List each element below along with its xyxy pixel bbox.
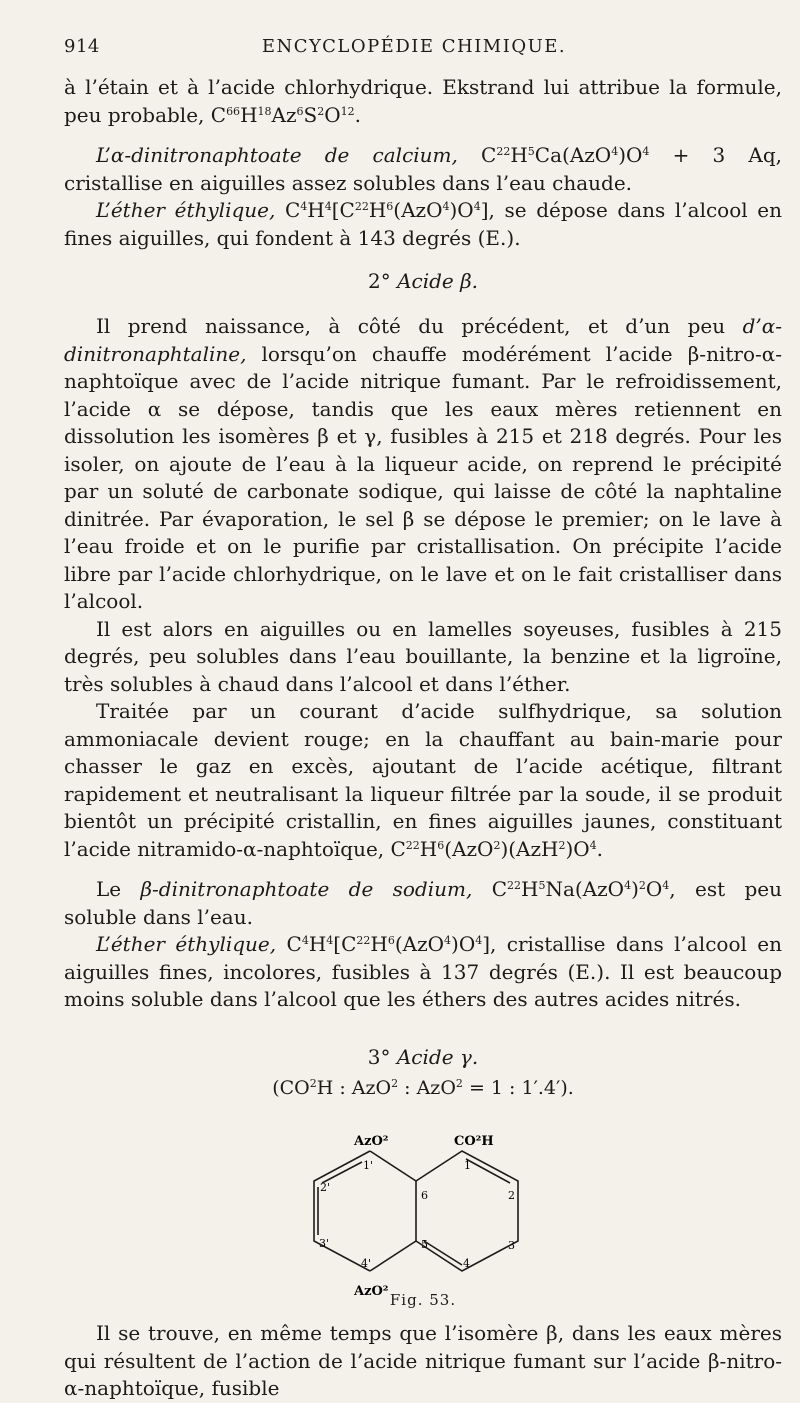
position-4: 4 [463, 1256, 470, 1270]
naphthalene-diagram [64, 1107, 782, 1299]
section-heading-acide-beta: 2° Acide β. [367, 269, 479, 293]
position-2prime: 2' [320, 1180, 331, 1194]
naphthalene-structure-svg [64, 1107, 782, 1299]
label-co2h: CO²H [454, 1133, 494, 1149]
paragraph-preparation-beta: Il prend naissance, à côté du précédent, et d’un peu d’α-dinitronaphtaline, lorsqu’on chauffe modérément l’acide β-nitro-α-naphtoïque avec de l’acide nitrique fumant. Par le refroidissement, l’acide α se dépose, tandis que les eaux mères retiennent en dissolution les isomères β et γ, fusibles à 215 et 218 degrés. Pour les isoler, on ajoute de l’eau à la liqueur acide, on reprend le précipité par un soluté de carbonate sodique, qui laisse de côté la naphtaline dinitrée. Par évaporation, le sel β se dépose le premier; on le lave à l’eau froide et on le purifie par cristallisation. On précipite l’acide libre par l’acide chlorhydrique, on le lave et on le fait cristalliser dans l’alcool. [64, 314, 782, 613]
figure-caption: Fig. 53. [389, 1290, 457, 1309]
position-1prime: 1' [363, 1158, 374, 1172]
paragraph-sodium-salt: Le β-dinitronaphtoate de sodium, $C^{22}H^5Na(AzO^4)^2O^4$, est peu soluble dans l’eau. [64, 877, 782, 929]
page-number: 914 [64, 36, 100, 57]
paragraph-ekstrand: à l’étain et à l’acide chlorhydrique. Ekstrand lui attribue la formule, peu probable, $C^{66}H^{18}Az^6S^2O^{12}$. [64, 75, 782, 127]
position-6: 6 [421, 1188, 428, 1202]
label-azo2-top: AzO² [354, 1133, 389, 1149]
paragraph-nitramido: Traitée par un courant d’acide sulfhydrique, sa solution ammoniacale devient rouge; en la chauffant au bain-marie pour chasser le gaz en excès, ajoutant de l’acide acétique, filtrant rapidement et neutralisant la liqueur filtrée par la soude, il se produit bientôt un précipité cristallin, en fines aiguilles jaunes, constituant l’acide nitramido-α-naphtoïque, $C^{22}H^6(AzO^2)(AzH^2)O^4$. [64, 699, 782, 861]
junction-bottom-left [370, 1241, 416, 1271]
position-4prime: 4' [361, 1256, 372, 1270]
position-3: 3 [508, 1238, 515, 1252]
paragraph-ethyl-ether-beta: L’éther éthylique, $C^4H^4[C^{22}H^6(AzO^4)O^4]$, cristallise dans l’alcool en aiguilles fines, incolores, fusibles à 137 degrés (E.). Il est beaucoup moins soluble dans l’alcool que les éthers des autres acides nitrés. [64, 932, 782, 1011]
paragraph-ethyl-ether-alpha: L’éther éthylique, $C^4H^4[C^{22}H^6(AzO^4)O^4]$, se dépose dans l’alcool en fines aiguilles, qui fondent à 143 degrés (E.). [64, 198, 782, 250]
junction-top-left [370, 1151, 416, 1181]
position-1: 1 [464, 1158, 471, 1172]
section-heading-acide-gamma: 3° Acide γ. [367, 1044, 479, 1069]
paragraph-calcium-salt: L’α-dinitronaphtoate de calcium, $C^{22}H^5Ca(AzO^4)O^4 + 3$ Aq, cristallise en aiguilles assez solubles dans l’eau chaude. [64, 143, 782, 195]
position-3prime: 3' [319, 1236, 330, 1250]
position-5: 5 [421, 1237, 428, 1251]
paragraph-properties-beta: Il est alors en aiguilles ou en lamelles soyeuses, fusibles à 215 degrés, peu solubles dans l’eau bouillante, la benzine et la ligroïne, très solubles à chaud dans l’alcool et dans l’éther. [64, 616, 782, 696]
position-2: 2 [508, 1188, 515, 1202]
page-body [64, 74, 782, 1403]
position-formula: ($CO^2H$ : AzO$^2$ : AzO$^2$ = 1 : 1′.4′). [272, 1076, 574, 1099]
paragraph-gamma-origin: Il se trouve, en même temps que l’isomère β, dans les eaux mères qui résultent de l’action de l’acide nitrique fumant sur l’acide β-nitro-α-naphtoïque, fusible [64, 1321, 782, 1400]
running-title: ENCYCLOPÉDIE CHIMIQUE. [261, 36, 567, 57]
left-ring-outer [314, 1151, 370, 1271]
label-azo2-bottom: AzO² [354, 1283, 389, 1299]
